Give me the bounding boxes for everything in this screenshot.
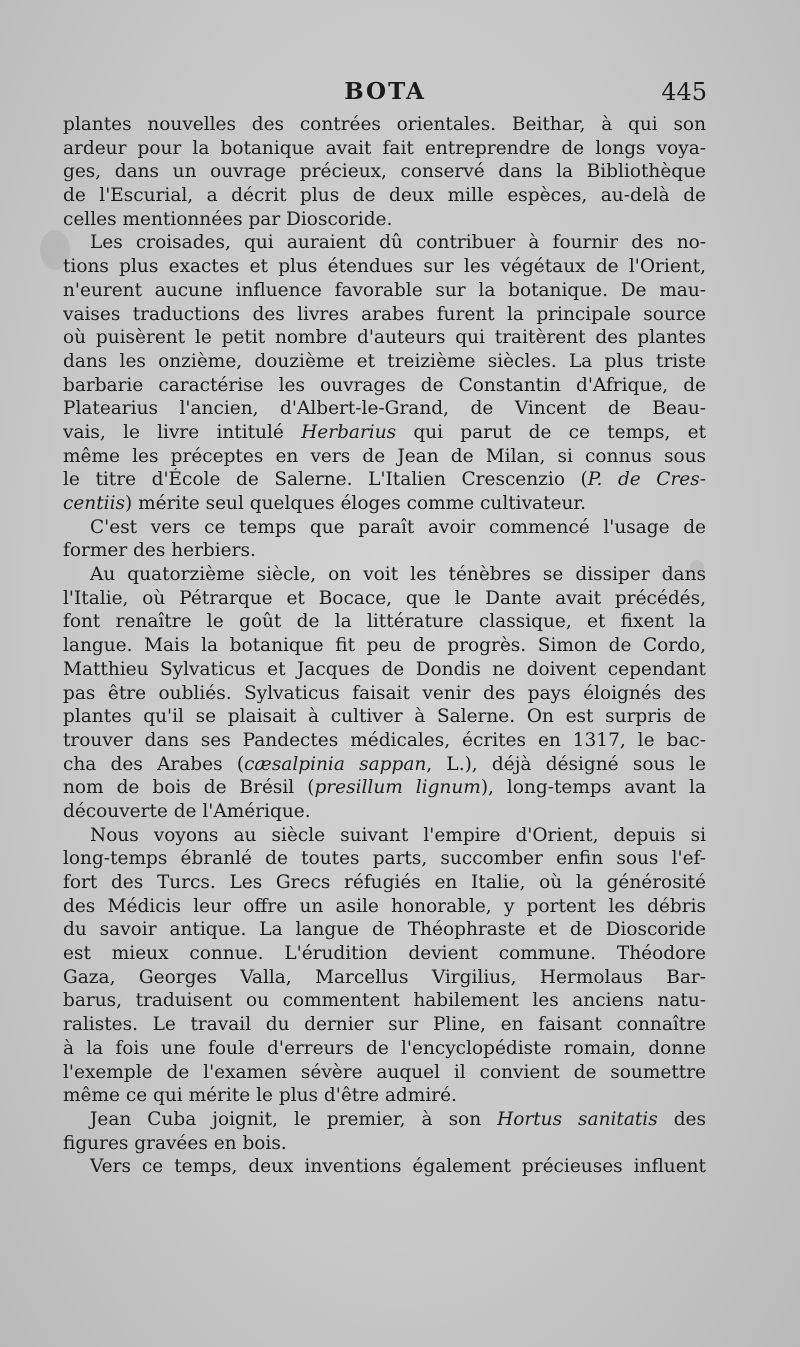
text-line — [63, 445, 706, 469]
text-run: du savoir antique. La langue de Théophraste et de Dioscoride — [63, 919, 706, 941]
text-line — [63, 539, 706, 563]
text-run: Matthieu Sylvaticus et Jacques de Dondis ne doivent cependant — [63, 658, 706, 680]
text-run: fort des Turcs. Les Grecs réfugiés en Italie, où la générosité — [63, 872, 706, 893]
text-line — [63, 137, 706, 161]
text-line — [63, 824, 706, 848]
text-run: barbarie caractérise les ouvrages de Constantin d'Afrique, de — [63, 374, 706, 396]
text-run: Jean Cuba joignit, le premier, à son — [90, 1108, 498, 1130]
text-line — [63, 184, 706, 208]
text-run: barus, traduisent ou commentent habilement les anciens natu- — [63, 990, 706, 1012]
text-line — [63, 871, 706, 895]
text-line — [63, 350, 706, 374]
text-run: cha des Arabes ( — [63, 753, 245, 775]
text-line — [63, 492, 706, 516]
text-line — [63, 1013, 706, 1037]
text-line — [63, 1155, 706, 1179]
text-run: l'exemple de l'examen sévère auquel il convient de soumettre — [63, 1061, 706, 1083]
text-run: dans les onzième, douzième et treizième siècles. La plus triste — [63, 350, 706, 372]
text-line — [63, 966, 706, 990]
text-run: trouver dans ses Pandectes médicales, écrites en 1317, le bac- — [63, 729, 706, 751]
body-text — [63, 113, 706, 1179]
text-run: des — [657, 1108, 706, 1130]
text-line — [63, 918, 706, 942]
text-run: former des herbiers. — [63, 540, 256, 562]
text-run: Au quatorzième siècle, on voit les ténèbres se dissiper dans — [90, 564, 706, 586]
text-run: l'Italie, où Pétrarque et Bocace, que le Dante avait précédés, — [63, 587, 706, 609]
text-line — [63, 1084, 706, 1108]
text-line — [63, 468, 706, 492]
text-run: qui parut de ce temps, et — [396, 421, 706, 443]
text-line — [63, 587, 706, 611]
text-run: ges, dans un ouvrage précieux, conservé dans la Bibliothèque — [63, 161, 706, 183]
text-line — [63, 989, 706, 1013]
text-line — [63, 421, 706, 445]
text-run: Vers ce temps, deux inventions également précieuses influent — [90, 1156, 706, 1178]
text-run: ), long-temps avant la — [480, 777, 706, 799]
text-line — [63, 326, 706, 350]
text-run: des Médicis leur offre un asile honorable, y portent les débris — [63, 895, 706, 917]
text-line — [63, 516, 706, 540]
text-run: tions plus exactes et plus étendues sur les végétaux de l'Orient, — [63, 256, 706, 278]
text-run: vaises traductions des livres arabes furent la principale source — [63, 303, 706, 325]
text-line — [63, 563, 706, 587]
text-run: est mieux connue. L'érudition devient commune. Théodore — [63, 943, 706, 965]
text-run: long-temps ébranlé de toutes parts, succomber enfin sous l'ef- — [63, 848, 706, 870]
text-run: ralistes. Le travail du dernier sur Pline, en faisant connaître — [63, 1014, 706, 1036]
text-run: où puisèrent le petit nombre d'auteurs qui traitèrent des plantes — [63, 327, 706, 349]
italic-run: Herbarius — [301, 421, 397, 443]
text-run: n'eurent aucune influence favorable sur la botanique. De mau- — [63, 279, 706, 301]
text-line — [63, 231, 706, 255]
text-line — [63, 1037, 706, 1061]
text-run: , L.), déjà désigné sous le — [426, 753, 706, 775]
text-line — [63, 658, 706, 682]
page-number: 445 — [661, 78, 707, 106]
italic-run: P. de Cres- — [587, 469, 706, 491]
text-line — [63, 113, 706, 137]
text-run: le titre d'École de Salerne. L'Italien Crescenzio ( — [63, 469, 588, 491]
text-line — [63, 208, 706, 232]
text-run: plantes nouvelles des contrées orientales. Beithar, à qui son — [63, 114, 706, 135]
text-line — [63, 374, 706, 398]
text-run: Gaza, Georges Valla, Marcellus Virgilius, Hermolaus Bar- — [63, 966, 706, 988]
text-line — [63, 705, 706, 729]
text-run: nom de bois de Brésil ( — [63, 777, 315, 799]
text-run: langue. Mais la botanique fit peu de progrès. Simon de Cordo, — [63, 635, 706, 657]
text-line — [63, 634, 706, 658]
running-title: BOTA — [344, 78, 426, 105]
text-run: Nous voyons au siècle suivant l'empire d'Orient, depuis si — [90, 824, 706, 846]
italic-run: cæsalpinia sappan — [244, 753, 427, 775]
italic-run: presillum lignum — [314, 777, 481, 799]
text-line — [63, 847, 706, 871]
text-run: pas être oubliés. Sylvaticus faisait venir des pays éloignés des — [63, 682, 706, 704]
text-line — [63, 800, 706, 824]
text-line — [63, 160, 706, 184]
text-line — [63, 1132, 706, 1156]
text-line — [63, 682, 706, 706]
text-run: ardeur pour la botanique avait fait entreprendre de longs voya- — [63, 137, 706, 159]
text-line — [63, 776, 706, 800]
text-run: Platearius l'ancien, d'Albert-le-Grand, de Vincent de Beau- — [63, 398, 706, 420]
text-line — [63, 1108, 706, 1132]
text-run: à la fois une foule d'erreurs de l'encyclopédiste romain, donne — [63, 1037, 706, 1059]
text-run: font renaître le goût de la littérature classique, et fixent la — [63, 611, 706, 633]
text-run: même ce qui mérite le plus d'être admiré. — [63, 1085, 457, 1107]
text-run: de l'Escurial, a décrit plus de deux mille espèces, au-delà de — [63, 185, 706, 207]
text-line — [63, 753, 706, 777]
italic-run: Hortus sanitatis — [497, 1108, 658, 1130]
text-line — [63, 1061, 706, 1085]
text-line — [63, 610, 706, 634]
text-line — [63, 279, 706, 303]
italic-run: centiis — [63, 493, 125, 514]
text-run: plantes qu'il se plaisait à cultiver à Salerne. On est surpris de — [63, 706, 706, 728]
text-line — [63, 255, 706, 279]
text-line — [63, 303, 706, 327]
text-line — [63, 942, 706, 966]
text-run: celles mentionnées par Dioscoride. — [63, 208, 393, 230]
text-run: découverte de l'Amérique. — [63, 800, 311, 822]
text-run: ) mérite seul quelques éloges comme cultivateur. — [125, 493, 587, 514]
text-line — [63, 729, 706, 753]
text-line — [63, 895, 706, 919]
text-line — [63, 397, 706, 421]
text-run: Les croisades, qui auraient dû contribuer à fournir des no- — [90, 232, 706, 254]
text-run: C'est vers ce temps que paraît avoir commencé l'usage de — [90, 516, 706, 538]
text-run: figures gravées en bois. — [63, 1132, 287, 1154]
text-run: vais, le livre intitulé — [63, 421, 302, 443]
text-run: même les préceptes en vers de Jean de Milan, si connus sous — [63, 445, 706, 467]
